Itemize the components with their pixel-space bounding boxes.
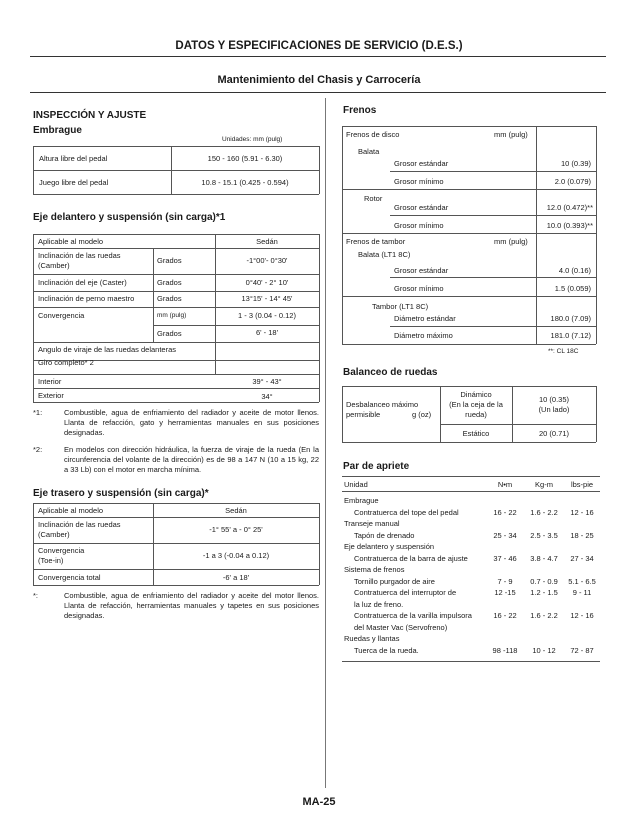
balata-grosor-min-value: 2.0 (0.079): [554, 177, 591, 186]
dinamico-label-2: (En la ceja de la: [449, 400, 503, 409]
balanceo-title: Balanceo de ruedas: [343, 367, 438, 378]
caster-value: 0°40' - 2° 10': [245, 278, 289, 287]
dinamico-value-2: (Un lado): [538, 405, 570, 414]
apriete-row-lbs: 12 - 16: [570, 507, 594, 517]
apriete-row-nm: 16 - 22: [493, 507, 517, 517]
eje-del-head-label: Aplicable al modelo: [38, 237, 104, 246]
convergencia-unit-grados: Grados: [157, 329, 182, 338]
rotor-min-label: Grosor mínimo: [394, 221, 444, 230]
apriete-row-nm: 37 - 46: [493, 553, 517, 563]
eje-del-head-value: Sedán: [256, 237, 278, 246]
balata-lt-label: Balata (LT1 8C): [358, 250, 411, 259]
apriete-row-label: del Master Vac (Servofreno): [354, 622, 448, 632]
balanceo-sublabel: permisible: [346, 410, 381, 419]
tras-camber-label: Inclinación de las ruedas: [38, 520, 121, 529]
apriete-row-kgm: 0.7 - 0.9: [530, 576, 558, 586]
rotor-std-label: Grosor estándar: [394, 203, 449, 212]
note1-mark: *1:: [33, 408, 43, 417]
apriete-row-label: Contratuerca de la varilla impulsora: [354, 611, 472, 620]
apriete-row-label: Transeje manual: [344, 519, 400, 528]
embrague-title: Embrague: [33, 125, 82, 136]
apriete-row-kgm: 1.2 - 1.5: [530, 588, 558, 597]
convergencia-value-grados: 6' - 18': [255, 328, 279, 337]
frenos-tambor-unit: mm (pulg): [494, 237, 528, 246]
embrague-units: Unidades: mm (pulg): [222, 136, 283, 143]
balanceo-unit: g (oz): [412, 410, 432, 419]
interior-label: Interior: [38, 377, 62, 386]
diam-max-value: 181.0 (7.12): [550, 331, 591, 340]
convergencia-value-mm: 1 - 3 (0.04 - 0.12): [238, 311, 296, 320]
apriete-row-label: Tuerca de la rueda.: [354, 645, 419, 655]
camber-sublabel: (Camber): [38, 261, 70, 270]
tras-total-value: -6' a 18': [222, 573, 250, 582]
apriete-col-kgm: Kg-m: [535, 480, 553, 489]
apriete-row-kgm: 1.6 - 2.2: [530, 507, 558, 517]
estatico-value: 20 (0.71): [538, 429, 570, 438]
tras-camber-sublabel: (Camber): [38, 530, 70, 539]
note-tras-text: Combustible, agua de enfriamiento del radiador y aceite del motor llenos. Llanta de refacción, herramientas manuales y tapetes en sus posiciones designadas.: [64, 591, 319, 620]
note1-text: Combustible, agua de enfriamiento del radiador y aceite de motor llenos. Llanta de refacción, gato y herramientas manuales en sus posiciones designadas.: [64, 408, 319, 437]
tras-conv-label: Convergencia: [38, 546, 85, 555]
interior-value: 39° - 43°: [252, 377, 282, 386]
eje-trasero-table: [33, 503, 319, 585]
frenos-footnote: **: CL 18C: [548, 348, 579, 355]
angulo-label: Angulo de viraje de las ruedas delanteras: [38, 345, 177, 354]
apriete-col-lbs: lbs-pie: [570, 480, 594, 489]
bt-min-label: Grosor mínimo: [394, 284, 444, 293]
dinamico-label-3: rueda): [465, 410, 487, 419]
caster-unit: Grados: [157, 278, 182, 287]
frenos-title: Frenos: [343, 105, 377, 116]
tras-total-label: Convergencia total: [38, 573, 101, 582]
convergencia-label: Convergencia: [38, 311, 85, 320]
page-number: MA-25: [302, 796, 336, 808]
perno-unit: Grados: [157, 294, 182, 303]
embrague-row-value: 150 - 160 (5.91 - 6.30): [207, 154, 283, 163]
apriete-row-label: Tapón de drenado: [354, 530, 415, 540]
camber-value: -1°00'- 0°30': [246, 256, 288, 265]
note2-mark: *2:: [33, 445, 43, 454]
tras-conv-sublabel: (Toe-in): [38, 556, 64, 565]
caster-label: Inclinación del eje (Caster): [38, 278, 127, 287]
apriete-row-label: Contratuerca del tope del pedal: [354, 507, 459, 517]
rotor-label: Rotor: [364, 194, 383, 203]
embrague-row-label: Altura libre del pedal: [39, 154, 108, 163]
rotor-std-value: 12.0 (0.472)**: [546, 203, 593, 212]
balanceo-label: Desbalanceo máximo: [346, 400, 419, 409]
balanceo-table: [342, 386, 596, 442]
apriete-row-nm: 98 -118: [492, 645, 518, 655]
apriete-row-nm: 7 - 9: [497, 576, 513, 586]
apriete-row-lbs: 72 - 87: [570, 645, 594, 655]
balata-grosor-std-label: Grosor estándar: [394, 159, 449, 168]
apriete-row-kgm: 10 - 12: [532, 645, 556, 655]
header-rule: [30, 56, 606, 57]
exterior-value: 34°: [261, 392, 273, 401]
apriete-row-label: Eje delantero y suspensión: [344, 542, 435, 551]
balata-grosor-std-value: 10 (0.39): [560, 159, 591, 168]
apriete-row-label: Sistema de frenos: [344, 565, 405, 574]
eje-delantero-title: Eje delantero y suspensión (sin carga)*1: [33, 212, 226, 223]
perno-label: Inclinación de perno maestro: [38, 294, 135, 303]
apriete-row-nm: 25 - 34: [493, 530, 517, 540]
apriete-row-kgm: 3.8 - 4.7: [530, 553, 558, 563]
apriete-row-lbs: 5.1 - 6.5: [568, 576, 596, 586]
apriete-row-lbs: 27 - 34: [570, 553, 594, 563]
apriete-row-lbs: 12 - 16: [570, 611, 594, 620]
rotor-min-value: 10.0 (0.393)**: [546, 221, 593, 230]
tambor-lt-label: Tambor (LT1 8C): [372, 302, 429, 311]
column-divider: [325, 98, 326, 788]
camber-unit: Grados: [157, 256, 182, 265]
bt-std-label: Grosor estándar: [394, 266, 449, 275]
subtitle-rule: [30, 92, 606, 93]
apriete-row-label: Ruedas y llantas: [344, 634, 400, 643]
exterior-label: Exterior: [38, 391, 64, 400]
dinamico-value: 10 (0.35): [538, 395, 570, 404]
dinamico-label: Dinámico: [460, 390, 492, 399]
frenos-table: [342, 126, 596, 344]
bt-min-value: 1.5 (0.059): [554, 284, 591, 293]
note2-text: En modelos con dirección hidráulica, la fuerza de viraje de la rueda (En la circunferencia del volante de la dirección) es de 98 a 147 N (10 a 15 kg, 22 a 33 Lb) con el motor en marcha mínima.: [64, 445, 319, 474]
diam-std-label: Diámetro estándar: [394, 314, 456, 323]
frenos-disco-label: Frenos de disco: [346, 130, 400, 139]
apriete-row-label: Contratuerca del interruptor de: [354, 588, 457, 597]
note-tras-mark: *:: [33, 591, 39, 600]
apriete-row-lbs: 9 - 11: [572, 588, 592, 597]
giro-label: Giro completo* 2: [38, 358, 94, 367]
tras-conv-value: -1 a 3 (-0.04 a 0.12): [202, 551, 270, 560]
eje-trasero-title: Eje trasero y suspensión (sin carga)*: [33, 488, 209, 499]
embrague-table: [33, 146, 319, 194]
apriete-col-unidad: Unidad: [344, 480, 368, 489]
convergencia-unit-mm: mm (pulg): [157, 312, 187, 319]
apriete-row-kgm: 1.6 - 2.2: [530, 611, 558, 620]
eje-delantero-table: [33, 234, 319, 374]
diam-max-label: Diámetro máximo: [394, 331, 453, 340]
apriete-row-label: Tornillo purgador de aire: [354, 576, 435, 586]
document-subtitle: Mantenimiento del Chasis y Carrocería: [217, 74, 421, 86]
embrague-row-value: 10.8 - 15.1 (0.425 - 0.594): [201, 178, 289, 187]
apriete-col-nm: N•m: [497, 480, 513, 489]
frenos-disco-unit: mm (pulg): [494, 130, 528, 139]
apriete-row-kgm: 2.5 - 3.5: [530, 530, 558, 540]
apriete-row-nm: 16 - 22: [493, 611, 517, 620]
apriete-row-lbs: 18 - 25: [570, 530, 594, 540]
camber-label: Inclinación de las ruedas: [38, 251, 121, 260]
perno-value: 13°15' - 14° 45': [241, 294, 293, 303]
document-header: DATOS Y ESPECIFICACIONES DE SERVICIO (D.E.S.): [175, 40, 463, 52]
balata-grosor-min-label: Grosor mínimo: [394, 177, 444, 186]
apriete-row-label: la luz de freno.: [354, 599, 404, 609]
balata-label: Balata: [358, 147, 380, 156]
bt-std-value: 4.0 (0.16): [558, 266, 591, 275]
eje-tras-head-value: Sedán: [225, 506, 247, 515]
apriete-title: Par de apriete: [343, 461, 410, 472]
estatico-label: Estático: [462, 429, 490, 438]
apriete-row-label: Contratuerca de la barra de ajuste: [354, 553, 468, 563]
apriete-row-nm: 12 -15: [494, 588, 516, 597]
frenos-tambor-label: Frenos de tambor: [346, 237, 406, 246]
tras-camber-value: -1° 55' a - 0° 25': [209, 525, 263, 534]
diam-std-value: 180.0 (7.09): [550, 314, 591, 323]
embrague-row-label: Juego libre del pedal: [39, 178, 109, 187]
eje-tras-head-label: Aplicable al modelo: [38, 506, 104, 515]
apriete-row-label: Embrague: [344, 496, 379, 505]
section-title-inspeccion: INSPECCIÓN Y AJUSTE: [33, 110, 147, 121]
